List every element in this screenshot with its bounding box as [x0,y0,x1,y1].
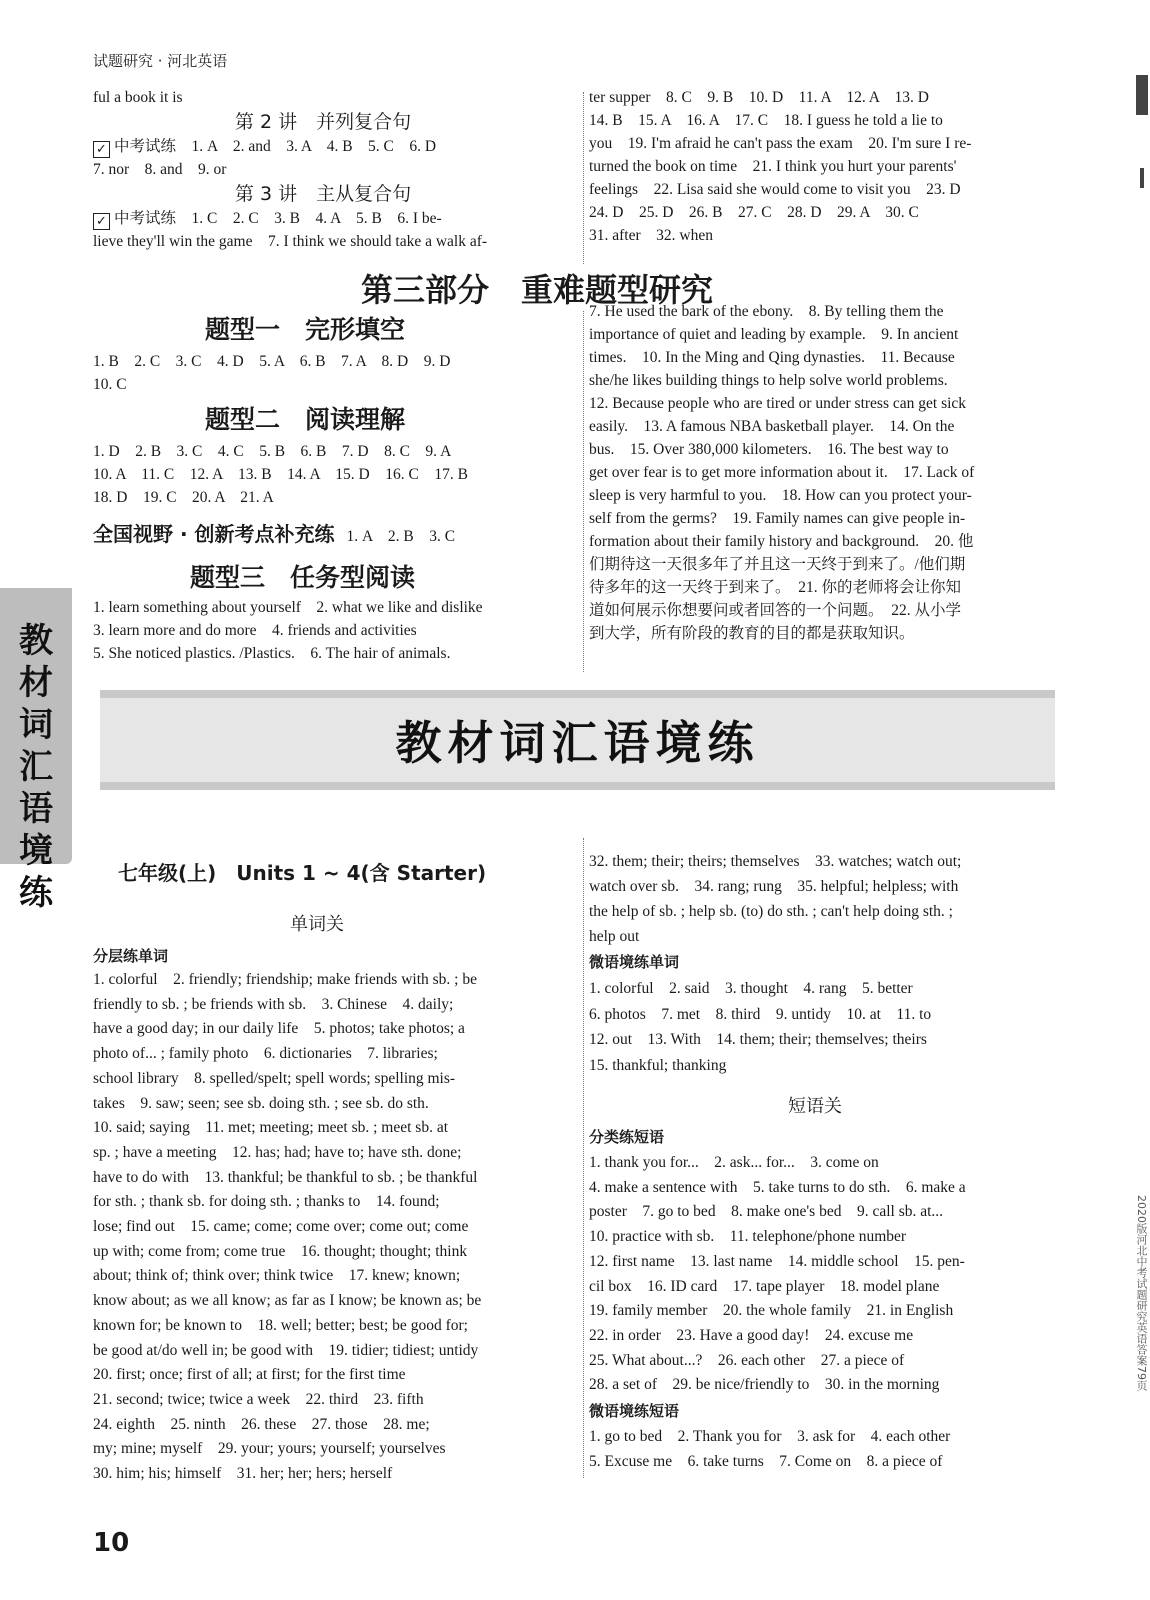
national-answers: 1. A 2. B 3. C [346,528,456,545]
text-line: ✓ 中考试练 1. C 2. C 3. B 4. A 5. B 6. I be- [93,207,553,230]
text-line: cil box 16. ID card 17. tape player 18. model plane [589,1277,940,1295]
text-line: sleep is very harmful to you. 18. How can you protect your- [589,487,972,504]
text-line: my; mine; myself 29. your; yours; yourself; yourselves [93,1440,446,1458]
column-divider-top [583,92,584,672]
words-title: 单词关 [290,914,344,935]
page-number: 10 [93,1528,130,1558]
text-line: 10. practice with sb. 11. telephone/phone number [589,1228,907,1246]
text-line: easily. 13. A famous NBA basketball player. 14. On the [589,418,955,435]
right-top-block [589,86,1049,247]
text-line: 1. D 2. B 3. C 4. C 5. B 6. B 7. D 8. C 9. A [93,443,452,460]
text-line: times. 10. In the Ming and Qing dynasties. 11. Because [589,349,955,366]
text-line: 6. photos 7. met 8. third 9. untidy 10. at 11. to [589,1005,932,1023]
edge-vertical-text: 2020版河北中考试题研究英语答案79页 [1135,1195,1148,1391]
text-line: have a good day; in our daily life 5. photos; take photos; a [93,1020,465,1038]
text-line: 12. first name 13. last name 14. middle school 15. pen- [589,1252,965,1270]
text-line: 12. Because people who are tired or under stress can get sick [589,395,967,412]
text-line: photo of... ; family photo 6. dictionaries 7. libraries; [93,1045,438,1063]
type3-title: 题型三 任务型阅读 [190,563,416,592]
text-line: school library 8. spelled/spelt; spell words; spelling mis- [93,1069,456,1087]
text-line: you 19. I'm afraid he can't pass the exam 20. I'm sure I re- [589,135,972,152]
right-mid-block [589,300,1049,645]
text-line: 1. B 2. C 3. C 4. D 5. A 6. B 7. A 8. D 9. D [93,353,451,370]
text-line: 4. make a sentence with 5. take turns to do sth. 6. make a [589,1178,966,1196]
banner-title: 教材词汇语境练 [395,716,760,770]
text-line: 32. them; their; theirs; themselves 33. watches; watch out; [589,853,962,870]
words-list [93,968,563,1487]
text-line: she/he likes building things to help solve world problems. [589,372,948,389]
text-line: 们期待这一天很多年了并且这一天终于到来了。/他们期 [589,556,966,573]
section-heading-3: 第 3 讲 主从复合句 [234,183,412,205]
text-line: 18. D 19. C 20. A 21. A [93,489,274,506]
text-line: 5. Excuse me 6. take turns 7. Come on 8. a piece of [589,1452,943,1470]
text-line: 24. eighth 25. ninth 26. these 27. those 28. me; [93,1415,430,1433]
running-title: 试题研究 · 河北英语 [93,52,228,70]
text-line: 3. learn more and do more 4. friends and activities [93,622,417,639]
text-line: 12. out 13. With 14. them; their; themselves; theirs [589,1031,927,1048]
text-line: importance of quiet and leading by example. 9. In ancient [589,326,959,343]
column-divider-bottom [583,838,584,1478]
text-line: get over fear is to get more information about it. 17. Lack of [589,464,975,481]
text-line: poster 7. go to bed 8. make one's bed 9. call sb. at... [589,1203,944,1221]
type3-answers [93,596,563,665]
edge-mark-top [1136,75,1148,115]
text-line: help out [589,928,640,945]
text-line: 31. after 32. when [589,227,713,244]
text-line: have to do with 13. thankful; be thankful to sb. ; be thankful [93,1168,478,1186]
text-line: 7. nor 8. and 9. or [93,161,227,178]
text-line: 10. said; saying 11. met; meeting; meet sb. ; meet sb. at [93,1119,449,1137]
words-sub2: 微语境练单词 [589,953,680,971]
type2-title: 题型二 阅读理解 [205,405,406,434]
text-line: turned the book on time 21. I think you hurt your parents' [589,158,957,175]
grade-title: 七年级(上) Units 1 ~ 4(含 Starter) [118,861,487,885]
text-line: sp. ; have a meeting 12. has; had; have to; have sth. done; [93,1143,462,1161]
edge-mark-mid [1140,168,1144,188]
text-line: 21. second; twice; twice a week 22. third 23. fifth [93,1390,424,1408]
text-line: know about; as we all know; as far as I know; be known as; be [93,1292,482,1310]
text-line: 1. colorful 2. said 3. thought 4. rang 5. better [589,980,913,997]
phrases-list [589,1124,1049,1474]
section-heading-2: 第 2 讲 并列复合句 [234,111,412,133]
words-sub1: 分层练单词 [93,947,169,965]
text-line: 30. him; his; himself 31. her; her; hers; herself [93,1465,393,1483]
text-line: 14. B 15. A 16. A 17. C 18. I guess he told a lie to [589,112,943,129]
text-line: formation about their family history and background. 20. 他 [589,533,974,550]
text-line: be good at/do well in; be good with 19. tidier; tidiest; untidy [93,1341,479,1359]
text-line: 10. C [93,376,127,393]
part3-title: 第三部分 重难题型研究 [355,265,719,311]
text-line: feelings 22. Lisa said she would come to visit you 23. D [589,181,961,198]
text-line: 1. thank you for... 2. ask... for... 3. come on [589,1154,879,1171]
text-line: 28. a set of 29. be nice/friendly to 30. in the morning [589,1376,940,1394]
text-line: ful a book it is [93,89,183,106]
national-title-row [93,518,455,547]
text-line: friendly to sb. ; be friends with sb. 3. Chinese 4. daily; [93,995,454,1013]
phrases-sub1: 分类练短语 [589,1128,665,1146]
section-banner [100,690,1055,790]
side-tab-label: 教材词汇语境练 [19,621,53,913]
text-line: lose; find out 15. came; come; come over; come out; come [93,1218,469,1236]
left-top-block [93,86,553,253]
text-line: takes 9. saw; seen; see sb. doing sth. ; see sb. do sth. [93,1094,429,1112]
text-line: 1. colorful 2. friendly; friendship; make friends with sb. ; be [93,971,477,988]
phrases-sub2: 微语境练短语 [589,1402,680,1421]
text-line: self from the germs? 19. Family names can give people in- [589,510,966,527]
text-line: 5. She noticed plastics. /Plastics. 6. The hair of animals. [93,645,451,662]
text-line: 20. first; once; first of all; at first; for the first time [93,1366,406,1384]
text-line: 1. go to bed 2. Thank you for 3. ask for 4. each other [589,1428,951,1446]
type2-answers [93,440,563,509]
checkbox-icon: ✓ [93,141,110,158]
checkbox-icon: ✓ [93,213,110,230]
text-line: bus. 15. Over 380,000 kilometers. 16. The best way to [589,441,949,458]
text-line: 19. family member 20. the whole family 21. in English [589,1302,954,1320]
text-line: 25. What about...? 26. each other 27. a piece of [589,1351,905,1369]
text-line: up with; come from; come true 16. thought; thought; think [93,1242,468,1260]
text-line: about; think of; think over; think twice 17. knew; known; [93,1267,461,1285]
national-title: 全国视野 · 创新考点补充练 [93,522,335,546]
text-line: known for; be known to 18. well; better; best; be good for; [93,1316,468,1334]
text-line: 到大学，所有阶段的教育的目的都是获取知识。 [589,625,915,642]
banner-inner [100,698,1055,782]
text-line: 10. A 11. C 12. A 13. B 14. A 15. D 16. C 17. B [93,466,468,483]
text-line: the help of sb. ; help sb. (to) do sth. ; can't help doing sth. ; [589,903,953,920]
text-line: ✓ 中考试练 1. A 2. and 3. A 4. B 5. C 6. D [93,135,553,158]
text-line: 道如何展示你想要问或者回答的一个问题。 22. 从小学 [589,602,962,619]
text-line: 24. D 25. D 26. B 27. C 28. D 29. A 30. C [589,204,919,221]
text-line: 1. learn something about yourself 2. what we like and dislike [93,599,483,616]
type1-answers [93,350,563,396]
text-line: 7. He used the bark of the ebony. 8. By telling them the [589,303,944,320]
text-line: lieve they'll win the game 7. I think we should take a walk af- [93,233,488,250]
text-line: watch over sb. 34. rang; rung 35. helpful; helpless; with [589,878,959,895]
words-right-list [589,849,1049,1078]
type1-title: 题型一 完形填空 [205,315,406,344]
text-line: for sth. ; thank sb. for doing sth. ; thanks to 14. found; [93,1193,440,1211]
text-line: 待多年的这一天终于到来了。 21. 你的老师将会让你知 [589,579,962,596]
text-line: 15. thankful; thanking [589,1056,727,1074]
text-line: 22. in order 23. Have a good day! 24. excuse me [589,1326,914,1344]
text-line: ter supper 8. C 9. B 10. D 11. A 12. A 13. D [589,89,930,106]
phrases-title: 短语关 [788,1096,842,1117]
